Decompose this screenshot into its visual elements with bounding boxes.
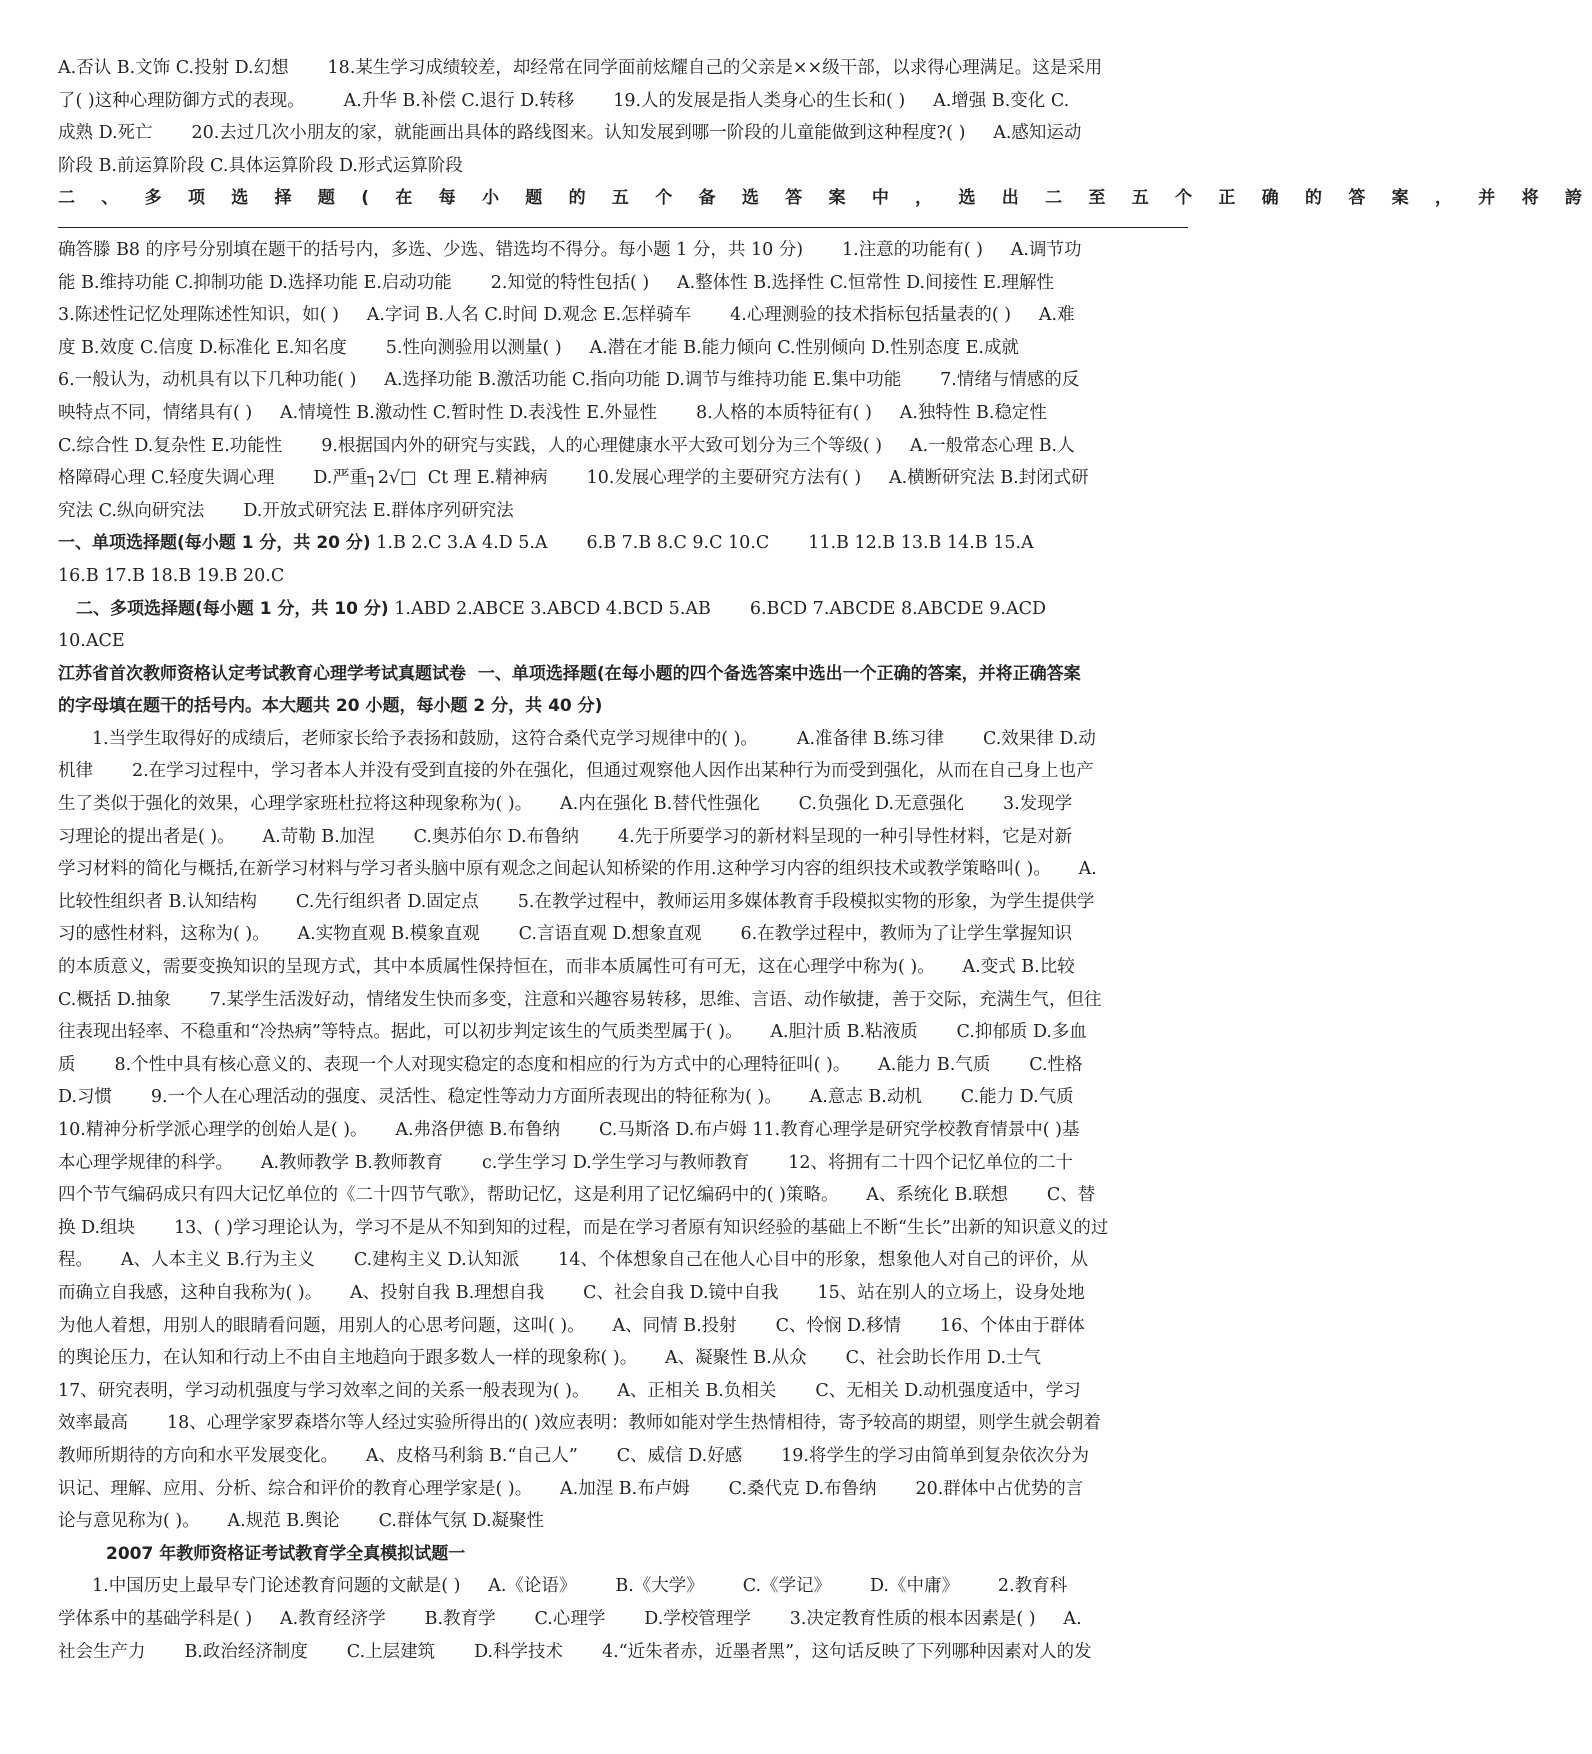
text-line: 生了类似于强化的效果，心理学家班杜拉将这种现象称为( )。 A.内在强化 B.替代性强化 C.负强化 D.无意强化 3.发现学 [58, 794, 1073, 815]
text-line: 3.陈述性记忆处理陈述性知识，如( ) A.字词 B.人名 C.时间 D.观念 E.怎样骑车 4.心理测验的技术指标包括量表的( ) A.难 [58, 305, 1075, 326]
text-line: 格障碍心理 C.轻度失调心理 D.严重┐2√□ Ct 理 E.精神病 10.发展心理学的主要研究方法有( ) A.横断研究法 B.封闭式研 [58, 468, 1089, 489]
text-line: 确答滕 B8 的序号分别填在题干的括号内，多选、少选、错选均不得分。每小题 1 分，共 10 分) 1.注意的功能有( ) A.调节功 [58, 239, 1082, 260]
answers-single-choice-title: 一、单项选择题(每小题 1 分，共 20 分) [58, 533, 371, 554]
text-line: 阶段 B.前运算阶段 C.具体运算阶段 D.形式运算阶段 [58, 155, 463, 176]
text-line: 的舆论压力，在认知和行动上不由自主地趋向于跟多数人一样的现象称( )。 A、凝聚性 B.从众 C、社会助长作用 D.士气 [58, 1348, 1042, 1369]
text-line: D.习惯 9.一个人在心理活动的强度、灵活性、稳定性等动力方面所表现出的特征称为( )。 A.意志 B.动机 C.能力 D.气质 [58, 1087, 1074, 1108]
exam-title-line-2: 的字母填在题干的括号内。本大题共 20 小题，每小题 2 分，共 40 分) [58, 696, 603, 717]
text-line: 1.中国历史上最早专门论述教育问题的文献是( ) A.《论语》 B.《大学》 C.《学记》 D.《中庸》 2.教育科 [92, 1576, 1068, 1597]
text-line: 究法 C.纵向研究法 D.开放式研究法 E.群体序列研究法 [58, 500, 514, 521]
text-line: 换 D.组块 13、( )学习理论认为，学习不是从不知到知的过程，而是在学习者原有知识经验的基础上不断“生长”出新的知识意义的过 [58, 1217, 1109, 1238]
text-line: 学习材料的简化与概括,在新学习材料与学习者头脑中原有观念之间起认知桥梁的作用.这种学习内容的组织技术或教学策略叫( )。 A. [58, 859, 1097, 880]
text-line: 教师所期待的方向和水平发展变化。 A、皮格马利翁 B.“自己人” C、威信 D.好感 19.将学生的学习由简单到复杂依次分为 [58, 1445, 1089, 1466]
answers-multiple-choice-line-2: 10.ACE [58, 631, 125, 652]
text-line: 识记、理解、应用、分析、综合和评价的教育心理学家是( )。 A.加涅 B.布卢姆 C.桑代克 D.布鲁纳 20.群体中占优势的言 [58, 1478, 1084, 1499]
answers-single-choice-line [58, 527, 1188, 560]
mock-exam-title: 2007 年教师资格证考试教育学全真模拟试题一 [106, 1543, 466, 1564]
text-line: 习理论的提出者是( )。 A.苛勒 B.加涅 C.奥苏伯尔 D.布鲁纳 4.先于所要学习的新材料呈现的一种引导性材料，它是对新 [58, 826, 1073, 847]
divider-line [58, 215, 1188, 228]
text-line: C.概括 D.抽象 7.某学生活泼好动，情绪发生快而多变，注意和兴趣容易转移，思维、言语、动作敏捷，善于交际，充满生气，但往 [58, 989, 1102, 1010]
text-line: 10.精神分析学派心理学的创始人是( )。 A.弗洛伊德 B.布鲁纳 C.马斯洛 D.布卢姆 11.教育心理学是研究学校教育情景中( )基 [58, 1120, 1080, 1140]
text-line: 程。 A、人本主义 B.行为主义 C.建构主义 D.认知派 14、个体想象自己在他人心目中的形象，想象他人对自己的评价，从 [58, 1250, 1088, 1271]
text-line: 能 B.维持功能 C.抑制功能 D.选择功能 E.启动功能 2.知觉的特性包括( ) A.整体性 B.选择性 C.恒常性 D.间接性 E.理解性 [58, 272, 1054, 293]
answers-single-choice-line-2: 16.B 17.B 18.B 19.B 20.C [58, 565, 285, 586]
answers-multiple-choice-values: 1.ABD 2.ABCE 3.ABCD 4.BCD 5.AB 6.BCD 7.ABCDE 8.ABCDE 9.ACD [394, 598, 1046, 619]
text-line: 质 8.个性中具有核心意义的、表现一个人对现实稳定的态度和相应的行为方式中的心理特征叫( )。 A.能力 B.气质 C.性格 [58, 1054, 1083, 1075]
text-line: 往表现出轻率、不稳重和“冷热病”等特点。据此，可以初步判定该生的气质类型属于( )。 A.胆汁质 B.粘液质 C.抑郁质 D.多血 [58, 1022, 1087, 1043]
text-line: 社会生产力 B.政治经济制度 C.上层建筑 D.科学技术 4.“近朱者赤，近墨者黑”，这句话反映了下列哪种因素对人的发 [58, 1641, 1092, 1662]
text-line: 映特点不同，情绪具有( ) A.情境性 B.激动性 C.暂时性 D.表浅性 E.外显性 8.人格的本质特征有( ) A.独特性 B.稳定性 [58, 402, 1047, 423]
text-line: 而确立自我感，这种自我称为( )。 A、投射自我 B.理想自我 C、社会自我 D.镜中自我 15、站在别人的立场上，设身处地 [58, 1282, 1085, 1303]
document-page [58, 52, 1592, 1668]
text-line: 的本质意义，需要变换知识的呈现方式，其中本质属性保持恒在，而非本质属性可有可无，这在心理学中称为( )。 A.变式 B.比较 [58, 957, 1075, 978]
text-line: 1.当学生取得好的成绩后，老师家长给予表扬和鼓励，这符合桑代克学习规律中的( )。 A.准备律 B.练习律 C.效果律 D.动 [92, 728, 1096, 749]
text-line: 习的感性材料，这称为( )。 A.实物直观 B.模象直观 C.言语直观 D.想象直观 6.在教学过程中，教师为了让学生掌握知识 [58, 924, 1073, 945]
answers-single-choice-values: 1.B 2.C 3.A 4.D 5.A 6.B 7.B 8.C 9.C 10.C 11.B 12.B 13.B 14.B 15.A [376, 533, 1034, 554]
text-line: 度 B.效度 C.信度 D.标准化 E.知名度 5.性向测验用以测量( ) A.潜在才能 B.能力倾向 C.性别倾向 D.性别态度 E.成就 [58, 337, 1019, 358]
text-line: 比较性组织者 B.认知结构 C.先行组织者 D.固定点 5.在教学过程中，教师运用多媒体教育手段模拟实物的形象，为学生提供学 [58, 891, 1095, 912]
text-line: 6.一般认为，动机具有以下几种功能( ) A.选择功能 B.激活功能 C.指向功能 D.调节与维持功能 E.集中功能 7.情绪与情感的反 [58, 370, 1080, 391]
answers-multiple-choice-title: 二、多项选择题(每小题 1 分，共 10 分) [76, 598, 389, 619]
text-line: 论与意见称为( )。 A.规范 B.舆论 C.群体气氛 D.凝聚性 [58, 1511, 545, 1532]
text-line: 四个节气编码成只有四大记忆单位的《二十四节气歌》，帮助记忆，这是利用了记忆编码中的( )策略。 A、系统化 B.联想 C、替 [58, 1185, 1096, 1206]
exam-title-line-1: 江苏省首次教师资格认定考试教育心理学考试真题试卷 一、单项选择题(在每小题的四个备选答案中选出一个正确的答案，并将正确答案 [58, 663, 1081, 684]
text-line: 为他人着想，用别人的眼睛看问题，用别人的心思考问题，这叫( )。 A、同情 B.投射 C、怜悯 D.移情 16、个体由于群体 [58, 1315, 1085, 1336]
document-body [58, 52, 1592, 1668]
text-line: 效率最高 18、心理学家罗森塔尔等人经过实验所得出的( )效应表明：教师如能对学生热情相待，寄予较高的期望，则学生就会朝着 [58, 1413, 1101, 1434]
text-line: 机律 2.在学习过程中，学习者本人并没有受到直接的外在强化，但通过观察他人因作出某种行为而受到强化，从而在自己身上也产 [58, 761, 1094, 782]
text-line: C.综合性 D.复杂性 E.功能性 9.根据国内外的研究与实践，人的心理健康水平大致可划分为三个等级( ) A.一般常态心理 B.人 [58, 435, 1075, 456]
text-line: A.否认 B.文饰 C.投射 D.幻想 18.某生学习成绩较差，却经常在同学面前炫耀自己的父亲是××级干部，以求得心理满足。这是采用 [58, 58, 1103, 78]
answers-multiple-choice-line [58, 593, 1188, 626]
text-line: 学体系中的基础学科是( ) A.教育经济学 B.教育学 C.心理学 D.学校管理学 3.决定教育性质的根本因素是( ) A. [58, 1608, 1082, 1629]
text-line: 本心理学规律的科学。 A.教师教学 B.教师教育 c.学生学习 D.学生学习与教师教育 12、将拥有二十四个记忆单位的二十 [58, 1152, 1074, 1173]
section-heading-multiple-choice: 二 、 多 项 选 择 题 ( 在 每 小 题 的 五 个 备 选 答 案 中 ， 选 出 二 至 五 个 正 确 的 答 案 ， 并 将 誇 [58, 188, 1592, 209]
text-line: 成熟 D.死亡 20.去过几次小朋友的家，就能画出具体的路线图来。认知发展到哪一阶段的儿童能做到这种程度?( ) A.感知运动 [58, 123, 1082, 144]
text-line: 了( )这种心理防御方式的表现。 A.升华 B.补偿 C.退行 D.转移 19.人的发展是指人类身心的生长和( ) A.增强 B.变化 C. [58, 90, 1070, 111]
text-line: 17、研究表明，学习动机强度与学习效率之间的关系一般表现为( )。 A、正相关 B.负相关 C、无相关 D.动机强度适中，学习 [58, 1380, 1081, 1401]
